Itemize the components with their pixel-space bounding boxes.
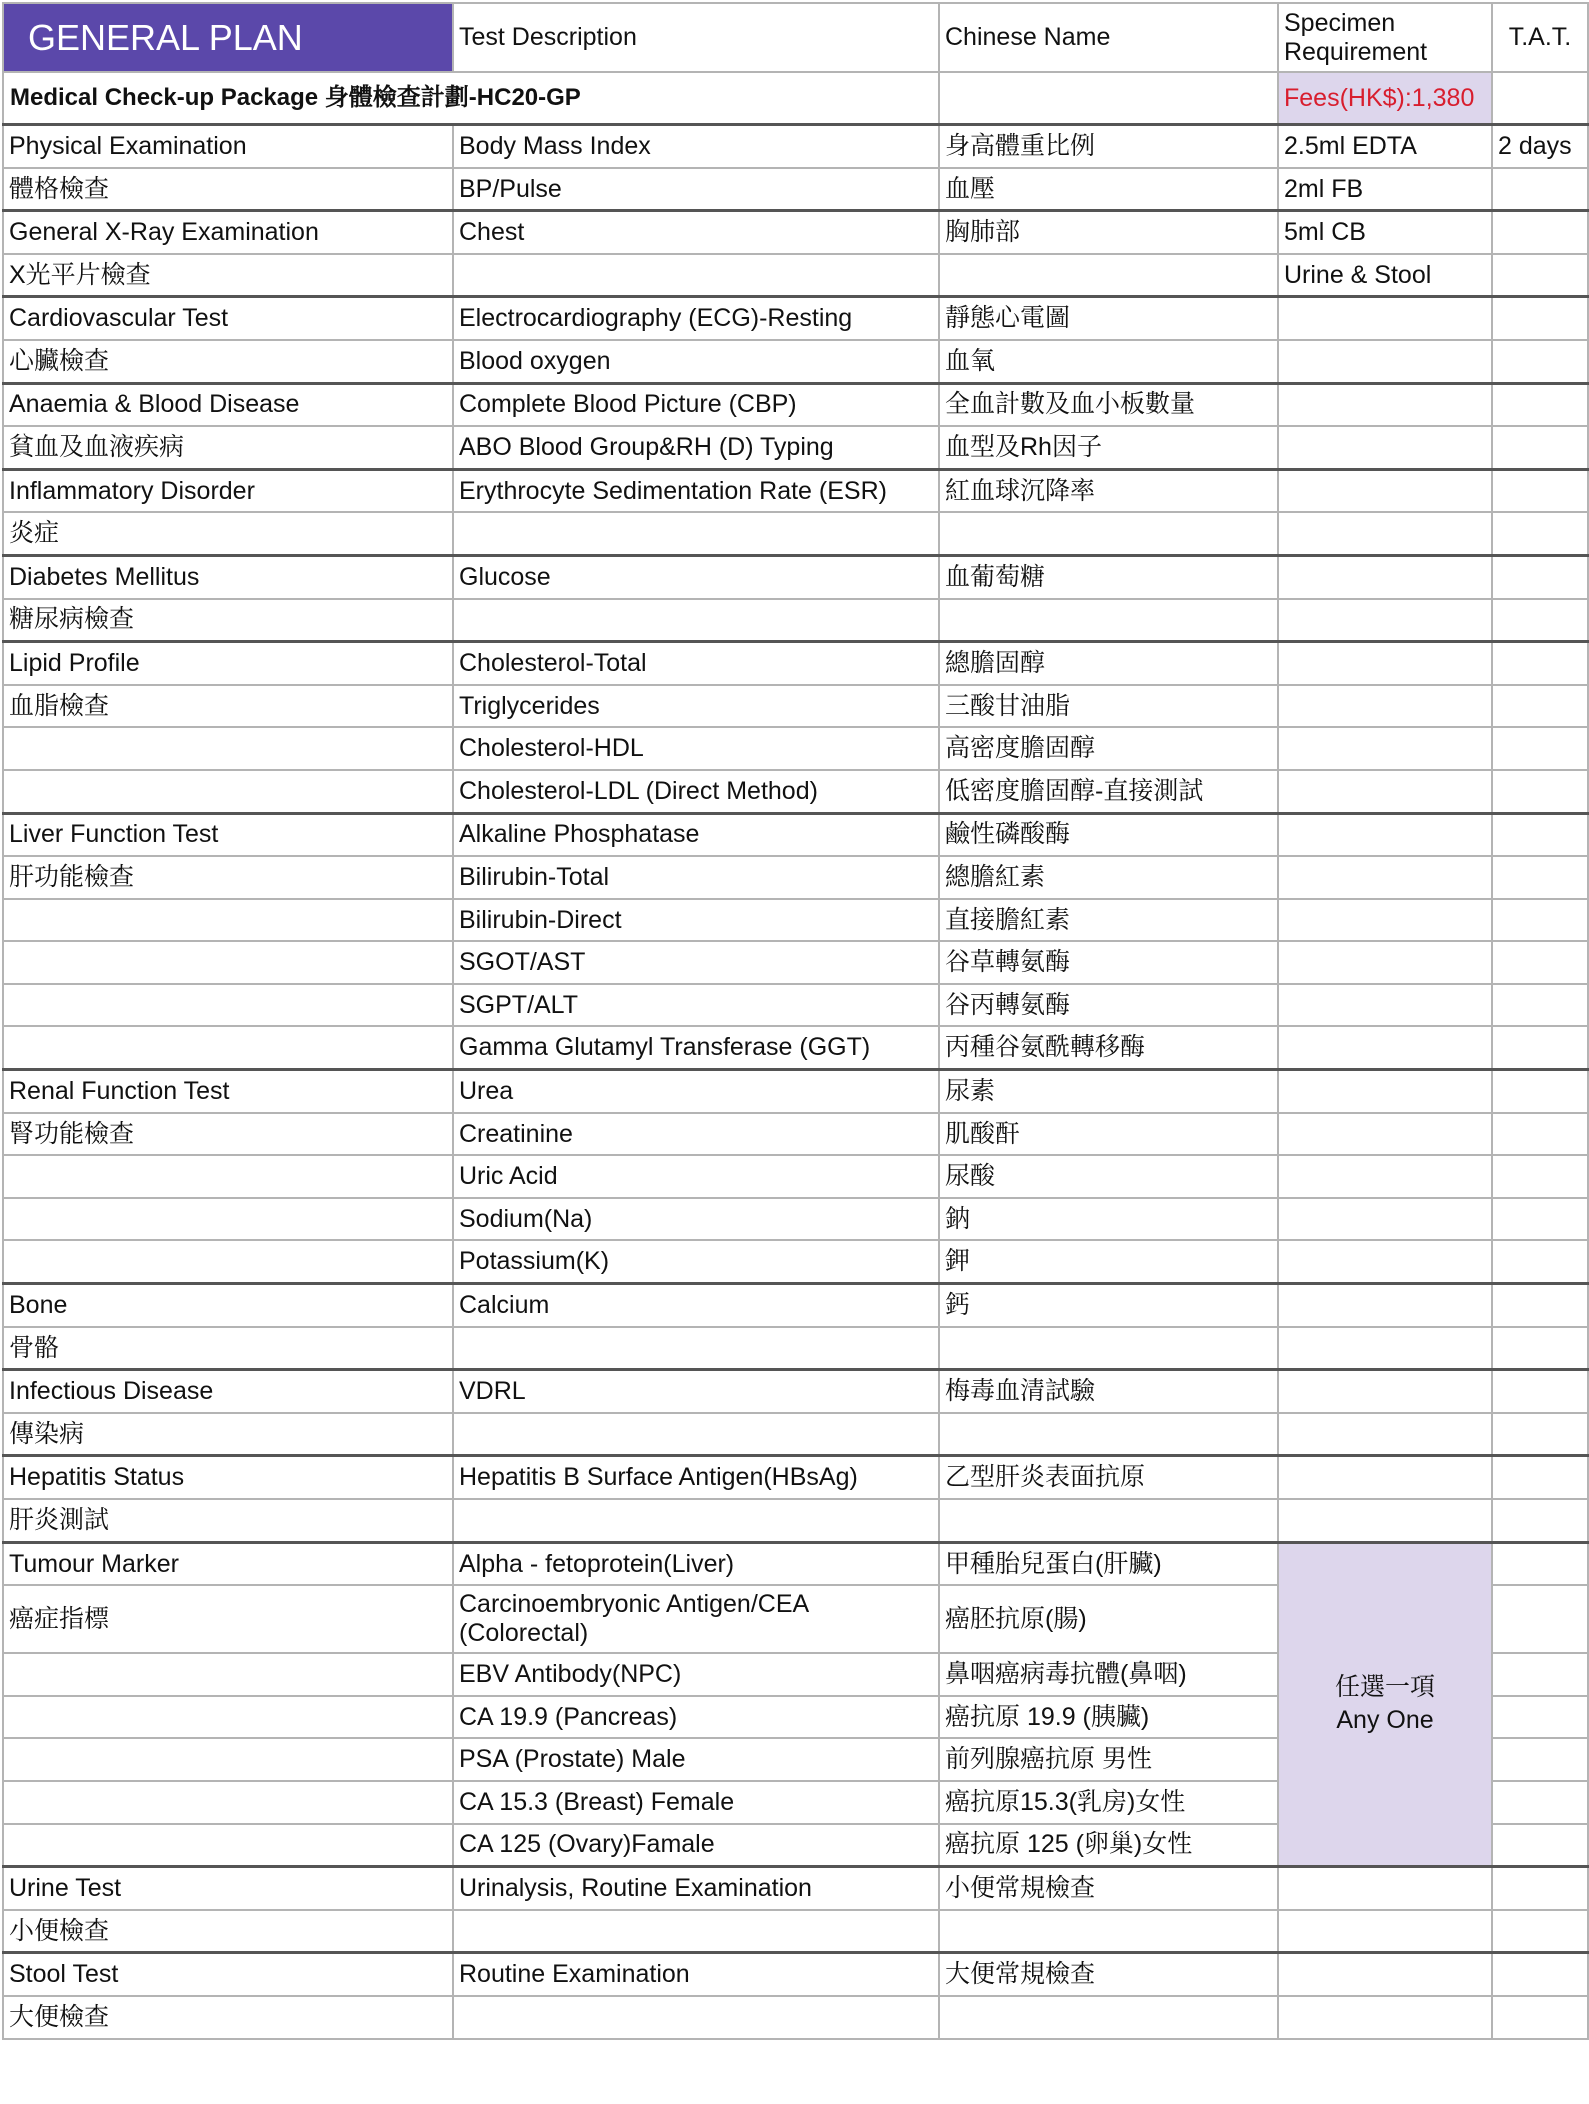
category-cell (3, 1198, 453, 1241)
table-row (3, 1542, 1588, 1585)
test-description-cell: EBV Antibody(NPC) (453, 1653, 939, 1696)
any-one-en: Any One (1336, 1706, 1434, 1735)
chinese-name-cell: 鉀 (939, 1240, 1278, 1283)
specimen-cell (1278, 297, 1492, 340)
specimen-cell (1278, 1499, 1492, 1542)
category-cell: 大便檢查 (3, 1996, 453, 2039)
table-row (3, 1413, 1588, 1456)
test-description-cell: Body Mass Index (453, 125, 939, 168)
tat-cell (1492, 1781, 1588, 1824)
tat-cell (1492, 426, 1588, 469)
tat-cell (1492, 1953, 1588, 1996)
table-row (3, 1370, 1588, 1413)
category-cell: 貧血及血液疾病 (3, 426, 453, 469)
category-cell: Liver Function Test (3, 813, 453, 856)
table-row (3, 1026, 1588, 1069)
category-cell (3, 1240, 453, 1283)
tat-cell (1492, 1240, 1588, 1283)
specimen-cell (1278, 426, 1492, 469)
specimen-cell (1278, 383, 1492, 426)
category-cell: Lipid Profile (3, 642, 453, 685)
category-cell: 肝炎測試 (3, 1499, 453, 1542)
tat-cell (1492, 469, 1588, 512)
table-row (3, 1499, 1588, 1542)
specimen-cell (1278, 1413, 1492, 1456)
specimen-cell: Urine & Stool (1278, 254, 1492, 297)
test-description-cell: Electrocardiography (ECG)-Resting (453, 297, 939, 340)
tat-cell (1492, 1070, 1588, 1113)
category-cell: Tumour Marker (3, 1542, 453, 1585)
chinese-name-cell (939, 1499, 1278, 1542)
chinese-name-header: Chinese Name (939, 3, 1278, 72)
test-description-cell: Complete Blood Picture (CBP) (453, 383, 939, 426)
test-description-cell: Erythrocyte Sedimentation Rate (ESR) (453, 469, 939, 512)
table-row (3, 383, 1588, 426)
category-cell: Bone (3, 1284, 453, 1327)
package-title: Medical Check-up Package 身體檢查計劃-HC20-GP (3, 72, 939, 125)
table-row (3, 555, 1588, 598)
test-description-cell: Routine Examination (453, 1953, 939, 1996)
category-cell (3, 941, 453, 984)
specimen-cell (1278, 642, 1492, 685)
specimen-cell: 2ml FB (1278, 168, 1492, 211)
chinese-name-cell: 前列腺癌抗原 男性 (939, 1738, 1278, 1781)
table-row (3, 1953, 1588, 1996)
tat-cell (1492, 1910, 1588, 1953)
specimen-cell (1278, 340, 1492, 383)
table-row (3, 642, 1588, 685)
specimen-cell (1278, 1240, 1492, 1283)
chinese-name-cell: 三酸甘油脂 (939, 685, 1278, 728)
test-description-header: Test Description (453, 3, 939, 72)
specimen-cell (1278, 1284, 1492, 1327)
test-description-cell: Calcium (453, 1284, 939, 1327)
chinese-name-cell: 梅毒血清試驗 (939, 1370, 1278, 1413)
test-description-cell: Bilirubin-Direct (453, 899, 939, 942)
tat-cell (1492, 1026, 1588, 1069)
table-row (3, 168, 1588, 211)
category-cell: Anaemia & Blood Disease (3, 383, 453, 426)
category-cell (3, 1653, 453, 1696)
test-description-cell: Alpha - fetoprotein(Liver) (453, 1542, 939, 1585)
table-row (3, 1113, 1588, 1156)
tat-cell (1492, 1370, 1588, 1413)
tat-cell (1492, 813, 1588, 856)
chinese-name-cell: 小便常規檢查 (939, 1867, 1278, 1910)
specimen-cell (1278, 856, 1492, 899)
table-row (3, 1155, 1588, 1198)
test-description-cell: Uric Acid (453, 1155, 939, 1198)
test-description-cell: Sodium(Na) (453, 1198, 939, 1241)
chinese-name-cell: 身高體重比例 (939, 125, 1278, 168)
test-description-cell: Urea (453, 1070, 939, 1113)
test-description-cell (453, 1499, 939, 1542)
specimen-cell (1278, 727, 1492, 770)
tat-cell (1492, 1499, 1588, 1542)
chinese-name-cell (939, 254, 1278, 297)
chinese-name-cell: 全血計數及血小板數量 (939, 383, 1278, 426)
test-description-cell: Creatinine (453, 1113, 939, 1156)
category-cell: 體格檢查 (3, 168, 453, 211)
specimen-cell (1278, 1370, 1492, 1413)
category-cell (3, 899, 453, 942)
tat-cell (1492, 297, 1588, 340)
tat-cell (1492, 941, 1588, 984)
test-description-cell (453, 512, 939, 555)
chinese-name-cell: 鼻咽癌病毒抗體(鼻咽) (939, 1653, 1278, 1696)
test-description-cell: Bilirubin-Total (453, 856, 939, 899)
table-row (3, 899, 1588, 942)
tat-cell (1492, 1996, 1588, 2039)
chinese-name-cell: 鈉 (939, 1198, 1278, 1241)
chinese-name-cell: 肌酸酐 (939, 1113, 1278, 1156)
test-description-cell (453, 1996, 939, 2039)
specimen-cell (1278, 941, 1492, 984)
specimen-cell (1278, 770, 1492, 813)
specimen-cell (1278, 899, 1492, 942)
chinese-name-cell (939, 512, 1278, 555)
table-row (3, 727, 1588, 770)
chinese-name-cell: 甲種胎兒蛋白(肝臟) (939, 1542, 1278, 1585)
chinese-name-cell: 癌胚抗原(腸) (939, 1585, 1278, 1653)
chinese-name-cell: 總膽固醇 (939, 642, 1278, 685)
tat-cell (1492, 1867, 1588, 1910)
test-description-cell: Urinalysis, Routine Examination (453, 1867, 939, 1910)
chinese-name-cell: 紅血球沉降率 (939, 469, 1278, 512)
tat-cell (1492, 1585, 1588, 1653)
specimen-cell (1278, 1327, 1492, 1370)
category-cell: Inflammatory Disorder (3, 469, 453, 512)
chinese-name-cell: 直接膽紅素 (939, 899, 1278, 942)
tat-cell (1492, 1284, 1588, 1327)
tat-cell (1492, 1413, 1588, 1456)
chinese-name-cell: 谷草轉氨酶 (939, 941, 1278, 984)
tat-cell (1492, 1155, 1588, 1198)
tat-cell (1492, 1327, 1588, 1370)
specimen-cell: 2.5ml EDTA (1278, 125, 1492, 168)
chinese-name-cell: 谷丙轉氨酶 (939, 984, 1278, 1027)
category-cell (3, 1696, 453, 1739)
tat-cell (1492, 1696, 1588, 1739)
specimen-cell (1278, 1996, 1492, 2039)
chinese-name-cell (939, 1910, 1278, 1953)
tat-cell (1492, 512, 1588, 555)
tat-cell (1492, 685, 1588, 728)
table-row (3, 599, 1588, 642)
category-cell: Hepatitis Status (3, 1456, 453, 1499)
test-description-cell: Cholesterol-LDL (Direct Method) (453, 770, 939, 813)
any-one-cell (1278, 1542, 1492, 1867)
specimen-cell (1278, 1910, 1492, 1953)
tat-cell (1492, 1198, 1588, 1241)
chinese-name-cell (939, 599, 1278, 642)
header-row (3, 3, 1588, 72)
table-row (3, 770, 1588, 813)
chinese-name-cell: 總膽紅素 (939, 856, 1278, 899)
specimen-cell (1278, 1953, 1492, 1996)
category-cell: Diabetes Mellitus (3, 555, 453, 598)
tat-cell (1492, 211, 1588, 254)
test-description-cell: SGPT/ALT (453, 984, 939, 1027)
test-description-cell: Hepatitis B Surface Antigen(HBsAg) (453, 1456, 939, 1499)
category-cell: 骨骼 (3, 1327, 453, 1370)
chinese-name-cell: 尿素 (939, 1070, 1278, 1113)
test-description-cell: CA 15.3 (Breast) Female (453, 1781, 939, 1824)
category-cell: Cardiovascular Test (3, 297, 453, 340)
tat-cell (1492, 599, 1588, 642)
category-cell (3, 1155, 453, 1198)
test-description-cell: Carcinoembryonic Antigen/CEA (Colorectal) (453, 1585, 939, 1653)
test-description-cell: Glucose (453, 555, 939, 598)
tat-cell (1492, 856, 1588, 899)
test-description-cell: Cholesterol-Total (453, 642, 939, 685)
table-row (3, 1070, 1588, 1113)
chinese-name-cell: 血型及Rh因子 (939, 426, 1278, 469)
test-description-cell: ABO Blood Group&RH (D) Typing (453, 426, 939, 469)
category-cell (3, 1824, 453, 1867)
table-row (3, 211, 1588, 254)
test-description-cell: CA 19.9 (Pancreas) (453, 1696, 939, 1739)
tat-cell (1492, 727, 1588, 770)
specimen-cell (1278, 1198, 1492, 1241)
chinese-name-cell: 低密度膽固醇-直接測試 (939, 770, 1278, 813)
category-cell: 炎症 (3, 512, 453, 555)
tat-cell (1492, 1542, 1588, 1585)
chinese-name-cell: 鹼性磷酸酶 (939, 813, 1278, 856)
tat-cell (1492, 1738, 1588, 1781)
tat-cell (1492, 984, 1588, 1027)
table-row (3, 1867, 1588, 1910)
specimen-cell (1278, 685, 1492, 728)
tat-cell (1492, 383, 1588, 426)
category-cell: 糖尿病檢查 (3, 599, 453, 642)
tat-cell (1492, 1456, 1588, 1499)
test-description-cell: Potassium(K) (453, 1240, 939, 1283)
chinese-name-cell: 癌抗原 125 (卵巢)女性 (939, 1824, 1278, 1867)
chinese-name-cell: 鈣 (939, 1284, 1278, 1327)
specimen-cell (1278, 469, 1492, 512)
specimen-cell (1278, 1155, 1492, 1198)
chinese-name-cell: 靜態心電圖 (939, 297, 1278, 340)
table-row (3, 685, 1588, 728)
table-row (3, 469, 1588, 512)
table-row (3, 856, 1588, 899)
category-cell (3, 1738, 453, 1781)
test-description-cell: Gamma Glutamyl Transferase (GGT) (453, 1026, 939, 1069)
specimen-cell: 5ml CB (1278, 211, 1492, 254)
category-cell (3, 1781, 453, 1824)
table-row (3, 1284, 1588, 1327)
tat-cell: 2 days (1492, 125, 1588, 168)
table-row (3, 984, 1588, 1027)
tat-header: T.A.T. (1492, 3, 1588, 72)
category-cell: 腎功能檢查 (3, 1113, 453, 1156)
category-cell (3, 1026, 453, 1069)
chinese-name-cell: 癌抗原 19.9 (胰臟) (939, 1696, 1278, 1739)
test-description-cell: Blood oxygen (453, 340, 939, 383)
specimen-cell (1278, 599, 1492, 642)
table-row (3, 426, 1588, 469)
test-description-cell (453, 254, 939, 297)
tat-cell (1492, 1824, 1588, 1867)
plan-title: GENERAL PLAN (3, 3, 453, 72)
specimen-cell (1278, 1867, 1492, 1910)
category-cell: 心臟檢查 (3, 340, 453, 383)
category-cell: 傳染病 (3, 1413, 453, 1456)
any-one-zh: 任選一項 (1334, 1672, 1435, 1701)
chinese-name-cell: 乙型肝炎表面抗原 (939, 1456, 1278, 1499)
table-row (3, 340, 1588, 383)
category-cell: 癌症指標 (3, 1585, 453, 1653)
chinese-name-cell: 尿酸 (939, 1155, 1278, 1198)
category-cell: Infectious Disease (3, 1370, 453, 1413)
test-description-cell (453, 1910, 939, 1953)
package-fees: Fees(HK$):1,380 (1278, 72, 1492, 125)
tat-cell (1492, 254, 1588, 297)
test-description-cell: BP/Pulse (453, 168, 939, 211)
specimen-cell (1278, 1070, 1492, 1113)
specimen-cell (1278, 813, 1492, 856)
test-description-cell (453, 599, 939, 642)
test-description-cell: Cholesterol-HDL (453, 727, 939, 770)
test-description-cell: Triglycerides (453, 685, 939, 728)
chinese-name-cell: 大便常規檢查 (939, 1953, 1278, 1996)
specimen-cell (1278, 555, 1492, 598)
table-row (3, 1910, 1588, 1953)
category-cell: Stool Test (3, 1953, 453, 1996)
tat-cell (1492, 1113, 1588, 1156)
specimen-header: Specimen Requirement (1278, 3, 1492, 72)
category-cell: Renal Function Test (3, 1070, 453, 1113)
chinese-name-cell: 血壓 (939, 168, 1278, 211)
test-description-cell: Chest (453, 211, 939, 254)
specimen-cell (1278, 1113, 1492, 1156)
test-description-cell: SGOT/AST (453, 941, 939, 984)
chinese-name-cell: 血葡萄糖 (939, 555, 1278, 598)
category-cell: Urine Test (3, 1867, 453, 1910)
tat-cell (1492, 899, 1588, 942)
test-description-cell (453, 1327, 939, 1370)
tat-cell (1492, 168, 1588, 211)
table-row (3, 1996, 1588, 2039)
table-row (3, 254, 1588, 297)
table-row (3, 1240, 1588, 1283)
table-row (3, 297, 1588, 340)
specimen-cell (1278, 1026, 1492, 1069)
category-cell: 肝功能檢查 (3, 856, 453, 899)
test-description-cell: PSA (Prostate) Male (453, 1738, 939, 1781)
table-row (3, 813, 1588, 856)
category-cell: 小便檢查 (3, 1910, 453, 1953)
category-cell: X光平片檢查 (3, 254, 453, 297)
package-row (3, 72, 1588, 125)
category-cell (3, 770, 453, 813)
category-cell: General X-Ray Examination (3, 211, 453, 254)
category-cell (3, 727, 453, 770)
category-cell: 血脂檢查 (3, 685, 453, 728)
chinese-name-cell: 癌抗原15.3(乳房)女性 (939, 1781, 1278, 1824)
test-description-cell: Alkaline Phosphatase (453, 813, 939, 856)
tat-cell (1492, 770, 1588, 813)
test-table (2, 2, 1589, 2040)
specimen-cell (1278, 512, 1492, 555)
test-description-cell (453, 1413, 939, 1456)
chinese-name-cell (939, 1327, 1278, 1370)
table-row (3, 941, 1588, 984)
chinese-name-cell: 血氧 (939, 340, 1278, 383)
chinese-name-cell: 高密度膽固醇 (939, 727, 1278, 770)
table-row (3, 512, 1588, 555)
chinese-name-cell (939, 1996, 1278, 2039)
table-row (3, 1198, 1588, 1241)
chinese-name-cell: 胸肺部 (939, 211, 1278, 254)
specimen-cell (1278, 984, 1492, 1027)
table-row (3, 1456, 1588, 1499)
tat-cell (1492, 1653, 1588, 1696)
tat-cell (1492, 340, 1588, 383)
tat-cell (1492, 642, 1588, 685)
chinese-name-cell (939, 1413, 1278, 1456)
table-row (3, 1327, 1588, 1370)
package-blank (939, 72, 1278, 125)
test-description-cell: CA 125 (Ovary)Famale (453, 1824, 939, 1867)
category-cell: Physical Examination (3, 125, 453, 168)
tat-cell (1492, 555, 1588, 598)
specimen-cell (1278, 1456, 1492, 1499)
chinese-name-cell: 丙種谷氨酰轉移酶 (939, 1026, 1278, 1069)
table-row (3, 125, 1588, 168)
test-description-cell: VDRL (453, 1370, 939, 1413)
package-blank-tat (1492, 72, 1588, 125)
category-cell (3, 984, 453, 1027)
